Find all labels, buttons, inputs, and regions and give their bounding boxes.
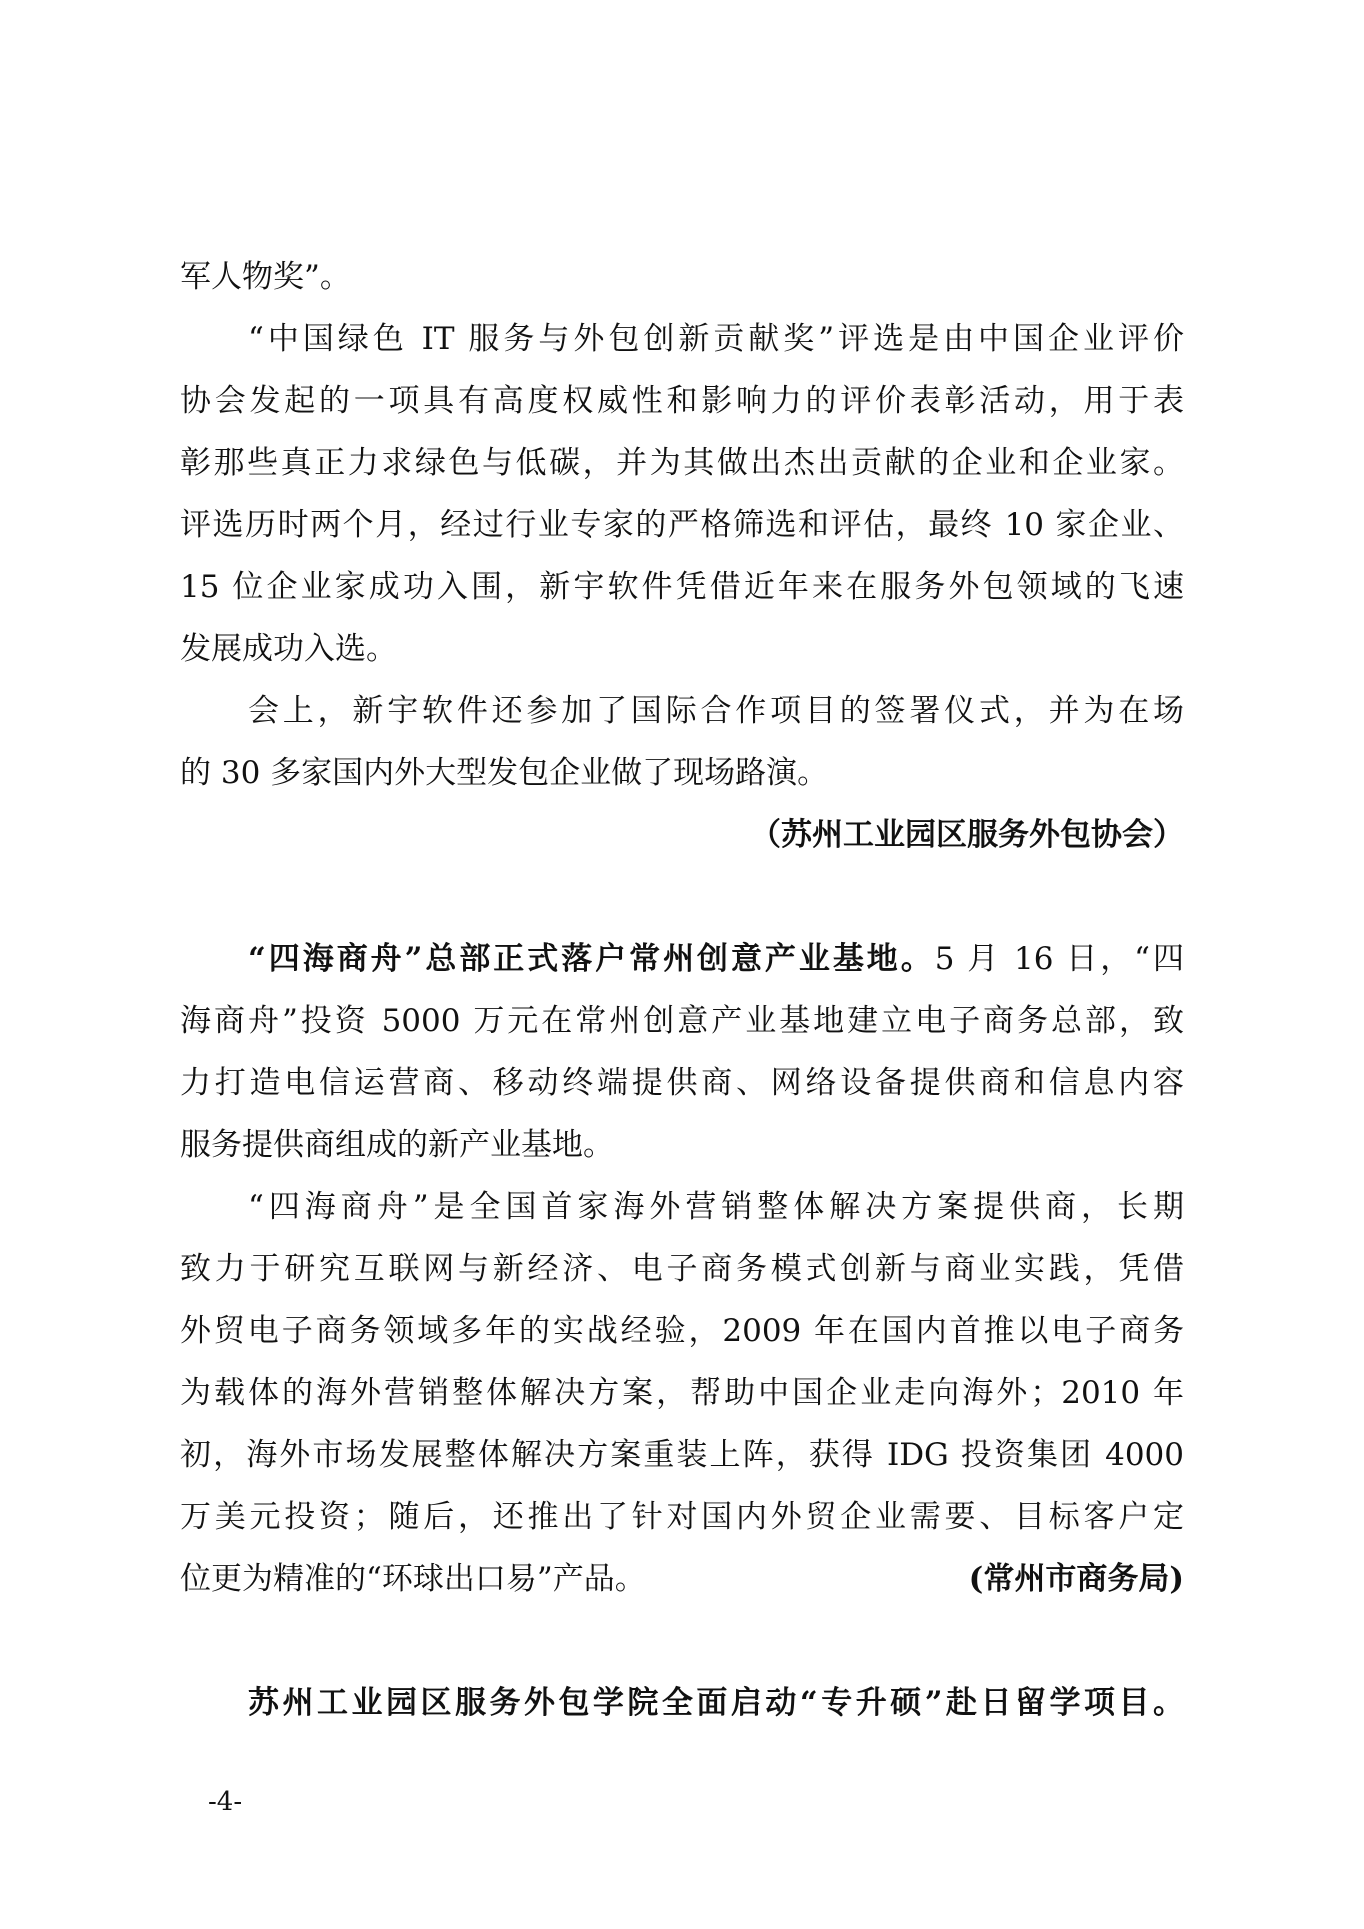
paragraph-line: 彰那些真正力求绿色与低碳，并为其做出杰出贡献的企业和企业家。 <box>180 445 1184 481</box>
paragraph-line: 会上，新宇软件还参加了国际合作项目的签署仪式，并为在场 <box>248 693 1184 729</box>
paragraph-line: “中国绿色 IT 服务与外包创新贡献奖”评选是由中国企业评价 <box>248 321 1184 357</box>
paragraph-line: 发展成功入选。 <box>180 631 397 667</box>
paragraph-line: 海商舟”投资 5000 万元在常州创意产业基地建立电子商务总部，致 <box>180 1003 1184 1039</box>
paragraph-final-text: 位更为精准的“环球出口易”产品。 <box>180 1561 646 1597</box>
paragraph-line: 服务提供商组成的新产业基地。 <box>180 1127 614 1163</box>
source-attribution: （苏州工业园区服务外包协会） <box>750 817 1184 853</box>
paragraph-line: 军人物奖”。 <box>180 259 351 295</box>
paragraph-line: 的 30 多家国内外大型发包企业做了现场路演。 <box>180 755 829 791</box>
paragraph-line: 初，海外市场发展整体解决方案重装上阵，获得 IDG 投资集团 4000 <box>180 1437 1184 1473</box>
paragraph-line: 评选历时两个月，经过行业专家的严格筛选和评估，最终 10 家企业、 <box>180 507 1184 543</box>
paragraph-line: 外贸电子商务领域多年的实战经验，2009 年在国内首推以电子商务 <box>180 1313 1184 1349</box>
source-attribution: (常州市商务局) <box>968 1561 1184 1597</box>
paragraph-line: 力打造电信运营商、移动终端提供商、网络设备提供商和信息内容 <box>180 1065 1184 1101</box>
page-number: -4- <box>208 1787 243 1817</box>
paragraph-line: “四海商舟”是全国首家海外营销整体解决方案提供商，长期 <box>248 1189 1184 1225</box>
article-headline: “四海商舟”总部正式落户常州创意产业基地。 <box>248 941 935 977</box>
paragraph-line: 协会发起的一项具有高度权威性和影响力的评价表彰活动，用于表 <box>180 383 1184 419</box>
headline-continuation: 5 月 16 日，“四 <box>934 941 1184 977</box>
paragraph-line <box>180 1557 1184 1601</box>
paragraph-line: 为载体的海外营销整体解决方案，帮助中国企业走向海外；2010 年 <box>180 1375 1184 1411</box>
paragraph-line: 万美元投资；随后，还推出了针对国内外贸企业需要、目标客户定 <box>180 1499 1184 1535</box>
paragraph-line: 致力于研究互联网与新经济、电子商务模式创新与商业实践，凭借 <box>180 1251 1184 1287</box>
paragraph-line: 15 位企业家成功入围，新宇软件凭借近年来在服务外包领域的飞速 <box>180 569 1184 605</box>
article-headline: 苏州工业园区服务外包学院全面启动“专升硕”赴日留学项目。 <box>248 1685 1184 1721</box>
headline-line <box>248 937 1184 981</box>
